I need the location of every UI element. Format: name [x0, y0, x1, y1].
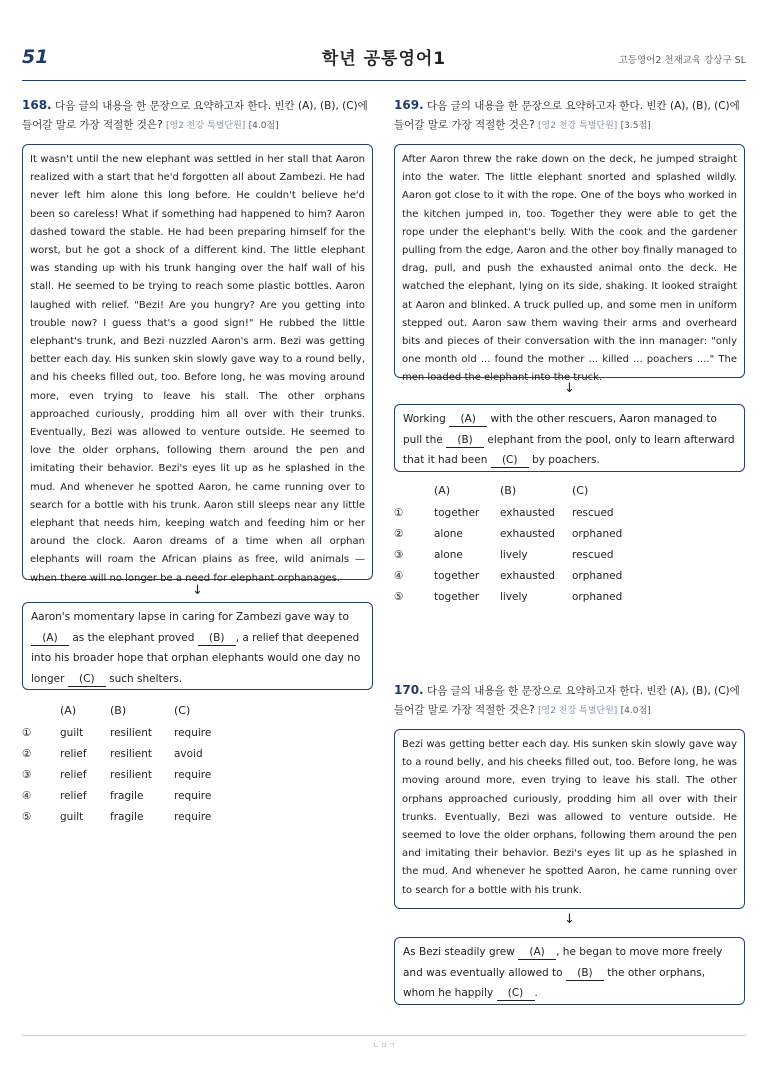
- points: [3.5점]: [620, 121, 651, 131]
- points: [4.0점]: [620, 706, 651, 716]
- blank-a: (A): [449, 412, 487, 427]
- summary-box: As Bezi steadily grew (A) , he began to move more freely and was eventually allowed to (B) the other orphans, whom he happily (C) .: [394, 937, 745, 1005]
- blank-b: (B): [566, 966, 604, 981]
- options-table: (A) (B) (C) ① together exhausted rescued ② alone exhausted orphaned ③ alone lively rescued ④ together exhausted orphaned ⑤ together lively orphaned: [394, 478, 622, 607]
- blank-b: (B): [446, 433, 484, 448]
- blank-a: (A): [31, 631, 69, 646]
- option-1[interactable]: ① together exhausted rescued: [394, 506, 614, 519]
- blank-c: (C): [491, 453, 529, 468]
- option-5[interactable]: ⑤ guilt fragile require: [22, 810, 212, 823]
- question-169-instruction: 169. 다음 글의 내용을 한 문장으로 요약하고자 한다. 빈칸 (A), (B), (C)에 들어갈 말로 가장 적절한 것은? [영2 천강 특별단원] [3.5점]: [394, 98, 740, 131]
- footer-divider: [22, 1035, 746, 1036]
- down-arrow-icon: ↓: [564, 381, 575, 396]
- points: [4.0점]: [248, 121, 279, 131]
- footer-text: ㄴㅇㄱ: [372, 1041, 396, 1050]
- question-number: 168.: [22, 98, 52, 112]
- page-number: 51: [22, 46, 49, 68]
- down-arrow-icon: ↓: [192, 583, 203, 598]
- blank-c: (C): [497, 986, 535, 1001]
- page-header: [22, 40, 746, 81]
- question-number: 170.: [394, 683, 424, 697]
- question-number: 169.: [394, 98, 424, 112]
- unit-tag: [영2 천강 특별단원]: [165, 121, 246, 131]
- summary-box: Aaron's momentary lapse in caring for Zambezi gave way to (A) as the elephant proved (B) , a relief that deepened into his broader hope that orphan elephants would one day no longer (C) such shelters.: [22, 602, 373, 690]
- passage-box: After Aaron threw the rake down on the deck, he jumped straight into the water. The little elephant snorted and splashed wildly. Aaron got close to it with the rope. One of the boys who worked in the kitchen jumped in, too. Together they were able to get the rope under the elephant's belly. With the cook and the gardener pulling from the edge, Aaron and the other boy finally managed to drag, pull, and push the exhausted animal onto the deck. He watched the elephant, lying on its side, shaking. It looked straight at Aaron and blinked. A truck pulled up, and some men in uniform stepped out. Aaron saw them waving their arms and overheard bits and pieces of their conversation with the inn manager: "only one month old ... found the mother ... killed ... poachers ...." The men loaded the elephant into the truck.: [394, 144, 745, 378]
- option-1[interactable]: ① guilt resilient require: [22, 726, 212, 739]
- unit-tag: [영2 천강 특별단원]: [537, 121, 618, 131]
- option-3[interactable]: ③ alone lively rescued: [394, 548, 614, 561]
- passage-box: Bezi was getting better each day. His sunken skin slowly gave way to a round belly, and his cheeks filled out, too. Before long, he was moving around more, even trying to leave his stall. The other orphans approached curiously, prodding him all over with their trunks. Eventually, Bezi was allowed to venture outside. He seemed to love the older orphans, following them around the pen and imitating their behavior. Bezi's eyes lit up as he splashed in the mud. And whenever he spotted Aaron, he came running over to search for a bottle with his trunk.: [394, 729, 745, 909]
- page-subtitle: 고등영어2 천재교육 강상구 SL: [618, 55, 746, 66]
- question-168-instruction: 168. 다음 글의 내용을 한 문장으로 요약하고자 한다. 빈칸 (A), (B), (C)에 들어갈 말로 가장 적절한 것은? [영2 천강 특별단원] [4.0점]: [22, 98, 368, 131]
- options-table: (A) (B) (C) ① guilt resilient require ② relief resilient avoid ③ relief resilient require ④ relief fragile require ⑤ guilt fragile require: [22, 698, 211, 827]
- blank-c: (C): [68, 672, 106, 687]
- passage-box: It wasn't until the new elephant was settled in her stall that Aaron realized with a start that he'd forgotten all about Zambezi. He had never left him alone this long before. He couldn't believe he'd been so careless! What if something had happened to him? Aaron dashed toward the stable. He had been preparing himself for the worst, but he got a shock of a different kind. The little elephant was standing up with his trunk hanging over the half wall of his stall. He seemed to be trying to reach some plastic bottles. Aaron laughed with relief. "Bezi! Are you hungry? Are you getting into trouble now? I guess that's a good sign!" He rubbed the little elephant's trunk, and Bezi nuzzled Aaron's arm. Bezi was getting better each day. His sunken skin slowly gave way to a round belly, and his cheeks filled out, too. Before long, he was moving around more, even trying to leave his stall. The other orphans approached curiously, prodding him all over with their trunks. Eventually, Bezi was allowed to venture outside. He seemed to love the older orphans, following them around the pen and imitating their behavior. Bezi's eyes lit up as he splashed in the mud. And whenever he spotted Aaron, he came running over to search for a bottle with his trunk. Aaron still sleeps near any little elephant that needs him, keeping watch and feeding him or her around the clock. Aaron dreams of a time when all orphan elephants will roam the African plains as free, wild animals — when there will no longer be a need for elephant orphanages.: [22, 144, 373, 580]
- blank-a: (A): [518, 945, 556, 960]
- option-2[interactable]: ② alone exhausted orphaned: [394, 527, 623, 540]
- question-170: [394, 681, 745, 1005]
- blank-b: (B): [198, 631, 236, 646]
- option-3[interactable]: ③ relief resilient require: [22, 768, 212, 781]
- option-5[interactable]: ⑤ together lively orphaned: [394, 590, 623, 603]
- unit-tag: [영2 천강 특별단원]: [537, 706, 618, 716]
- question-170-instruction: 170. 다음 글의 내용을 한 문장으로 요약하고자 한다. 빈칸 (A), (B), (C)에 들어갈 말로 가장 적절한 것은? [영2 천강 특별단원] [4.0점]: [394, 683, 740, 716]
- down-arrow-icon: ↓: [564, 912, 575, 927]
- option-4[interactable]: ④ relief fragile require: [22, 789, 212, 802]
- question-168: [22, 96, 373, 827]
- option-2[interactable]: ② relief resilient avoid: [22, 747, 203, 760]
- option-4[interactable]: ④ together exhausted orphaned: [394, 569, 623, 582]
- page-title: 학년 공통영어1: [321, 49, 447, 69]
- summary-box: Working (A) with the other rescuers, Aaron managed to pull the (B) elephant from the pool, only to learn afterward that it had been (C) by poachers.: [394, 404, 745, 472]
- question-169: [394, 96, 745, 607]
